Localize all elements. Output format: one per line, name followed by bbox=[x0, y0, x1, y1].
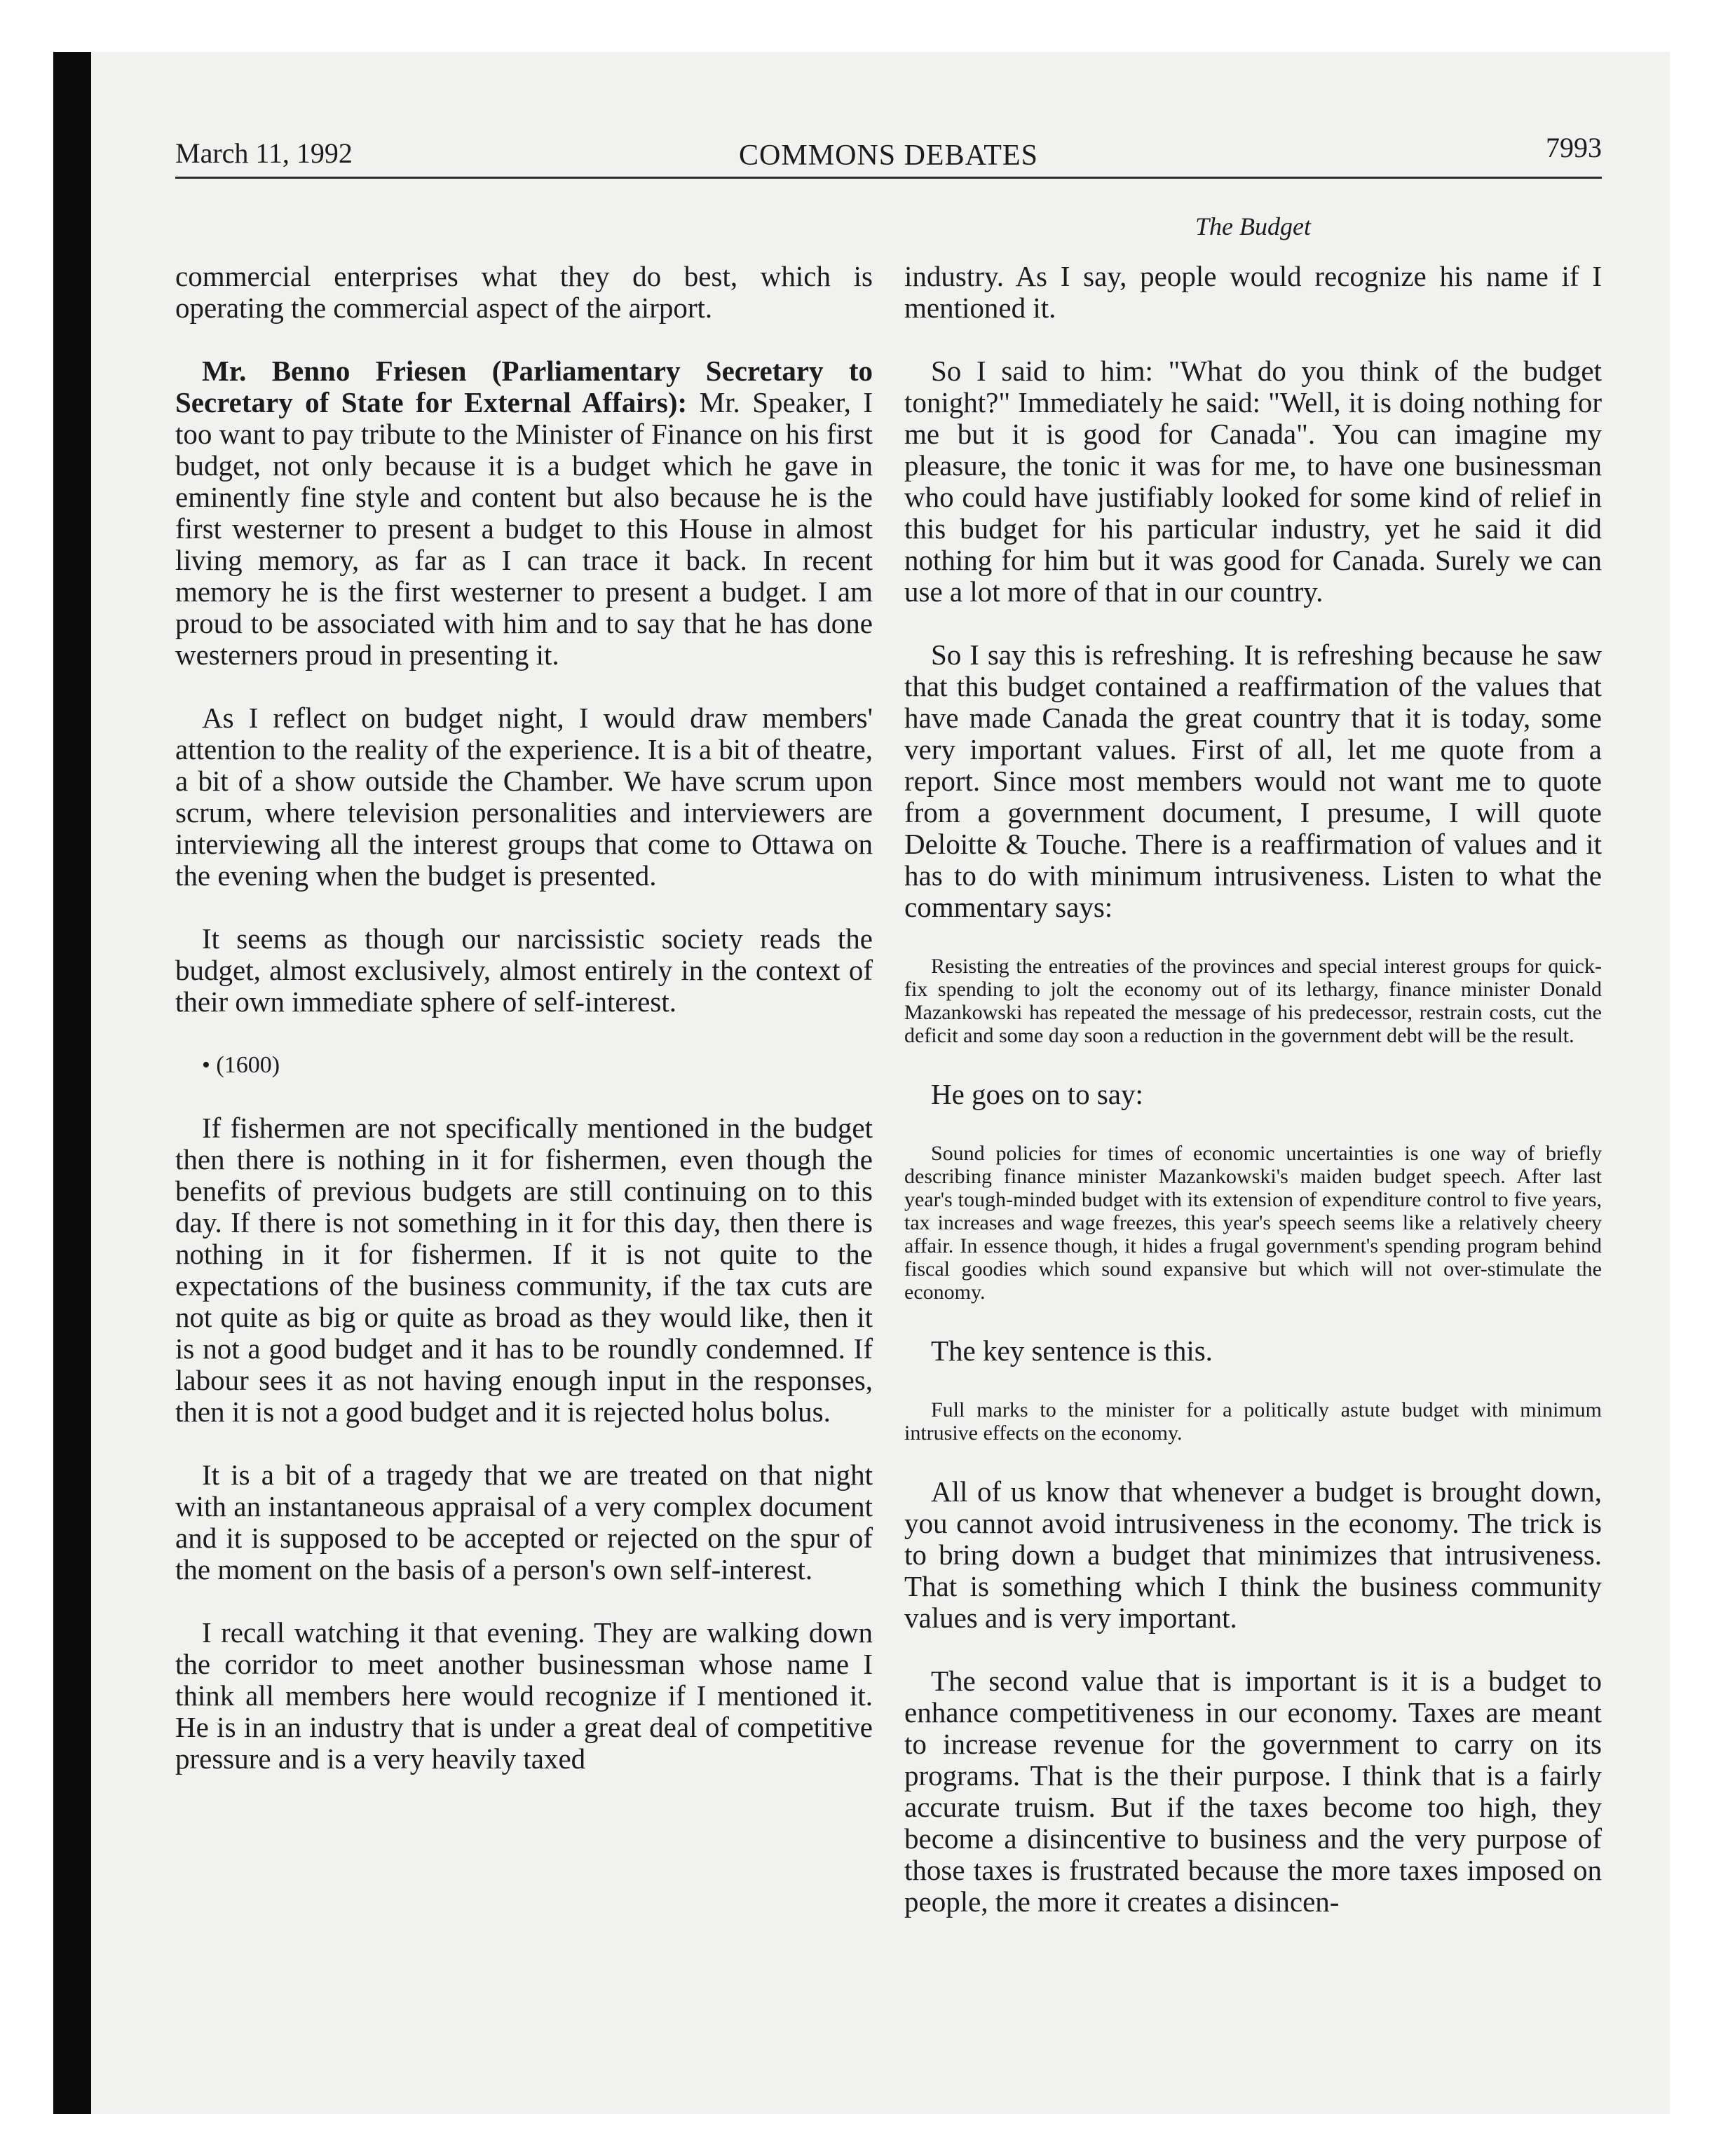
paragraph: commercial enterprises what they do best, which is operating the commercial aspect of the airport. bbox=[175, 260, 873, 324]
paragraph: As I reflect on budget night, I would draw members' attention to the reality of the experience. It is a bit of theatre, a bit of a show outside the Chamber. We have scrum upon scrum, where television personalities and interviewers are interviewing all the interest groups that come to Ottawa on the evening when the budget is presented. bbox=[175, 702, 873, 892]
paragraph: All of us know that whenever a budget is brought down, you cannot avoid intrusiveness in the economy. The trick is to bring down a budget that minimizes that intrusiveness. That is something which I think the business community values and is very important. bbox=[904, 1475, 1602, 1634]
section-title: The Budget bbox=[1195, 212, 1311, 240]
paragraph: The second value that is important is it is a budget to enhance competitiveness in our economy. Taxes are meant to increase revenue for the government to carry on its programs. That is the their purpose. I think that is a fairly accurate truism. But if the taxes become too high, they become a disincentive to business and the very purpose of those taxes is frustrated because the more taxes imposed on people, the more it creates a disincen- bbox=[904, 1665, 1602, 1918]
paragraph: It seems as though our narcissistic society reads the budget, almost exclusively, almost entirely in the context of their own immediate sphere of self-interest. bbox=[175, 922, 873, 1018]
time-marker: • (1600) bbox=[202, 1052, 280, 1078]
header-page-number: 7993 bbox=[1546, 132, 1602, 163]
paragraph: So I said to him: "What do you think of the budget tonight?" Immediately he said: "Well, it is doing nothing for me but it is good for Canada". You can imagine my pleasure, the tonic it was for me, to have one businessman who could have justifiably looked for some kind of relief in this budget for his particular industry, yet he said it did nothing for him but it was good for Canada. Surely we can use a lot more of that in our country. bbox=[904, 355, 1602, 608]
left-column bbox=[175, 261, 873, 1806]
header-journal-title: COMMONS DEBATES bbox=[739, 139, 1038, 172]
speaker-name: Mr. Benno Friesen (Parliamentary Secretary to Secretary of State for External Affairs): bbox=[175, 355, 873, 418]
speaker-paragraph bbox=[175, 355, 873, 671]
block-quote: Full marks to the minister for a politically astute budget with minimum intrusive effects on the economy. bbox=[904, 1398, 1602, 1445]
paragraph: If fishermen are not specifically mentioned in the budget then there is nothing in it for fishermen, even though the benefits of previous budgets are still continuing on to this day. If there is not something in it for this day, then there is nothing in it for fishermen. If it is not quite to the expectations of the business community, if the tax cuts are not quite as big or quite as broad as they would like, then it is not a good budget and it has to be roundly condemned. If labour sees it as not having enough input in the responses, then it is not a good budget and it is rejected holus bolus. bbox=[175, 1112, 873, 1428]
paragraph: It is a bit of a tragedy that we are treated on that night with an instantaneous appraisal of a very complex document and it is supposed to be accepted or rejected on the spur of the moment on the basis of a person's own self-interest. bbox=[175, 1459, 873, 1585]
block-quote: Resisting the entreaties of the provinces and special interest groups for quick-fix spending to jolt the economy out of its lethargy, finance minister Donald Mazankowski has repeated the message of his predecessor, restrain costs, cut the deficit and some day soon a reduction in the government debt will be the result. bbox=[904, 955, 1602, 1047]
header-rule bbox=[175, 177, 1602, 179]
block-quote: Sound policies for times of economic uncertainties is one way of briefly describing finance minister Mazankowski's maiden budget speech. After last year's tough-minded budget with its extension of expenditure control to five years, tax increases and wage freezes, this year's speech seems like a relatively cheery affair. In essence though, it hides a frugal government's spending program behind fiscal goodies which sound expansive but which will not over-stimulate the economy. bbox=[904, 1142, 1602, 1304]
page-header bbox=[175, 123, 1602, 179]
paragraph: So I say this is refreshing. It is refreshing because he saw that this budget contained a reaffirmation of the values that have made Canada the great country that it is today, some very important values. First of all, let me quote from a report. Since most members would not want me to quote from a government document, I presume, I will quote Deloitte & Touche. There is a reaffirmation of values and it has to do with minimum intrusiveness. Listen to what the commentary says: bbox=[904, 639, 1602, 923]
paragraph: industry. As I say, people would recognize his name if I mentioned it. bbox=[904, 260, 1602, 324]
right-column bbox=[904, 261, 1602, 1949]
speech-text: Mr. Speaker, I too want to pay tribute to the Minister of Finance on his first budget, not only because it is a budget which he gave in eminently fine style and content but also because he is the first westerner to present a budget to this House in almost living memory, as far as I can trace it back. In recent memory he is the first westerner to present a budget. I am proud to be associated with him and to say that he has done westerners proud in presenting it. bbox=[175, 386, 873, 671]
header-date: March 11, 1992 bbox=[175, 137, 353, 169]
quote-lead-in: The key sentence is this. bbox=[931, 1335, 1213, 1367]
binding-edge bbox=[53, 52, 91, 2114]
quote-lead-in: He goes on to say: bbox=[931, 1078, 1143, 1110]
paragraph: I recall watching it that evening. They are walking down the corridor to meet another businessman whose name I think all members here would recognize if I mentioned it. He is in an industry that is under a great deal of competitive pressure and is a very heavily taxed bbox=[175, 1616, 873, 1775]
